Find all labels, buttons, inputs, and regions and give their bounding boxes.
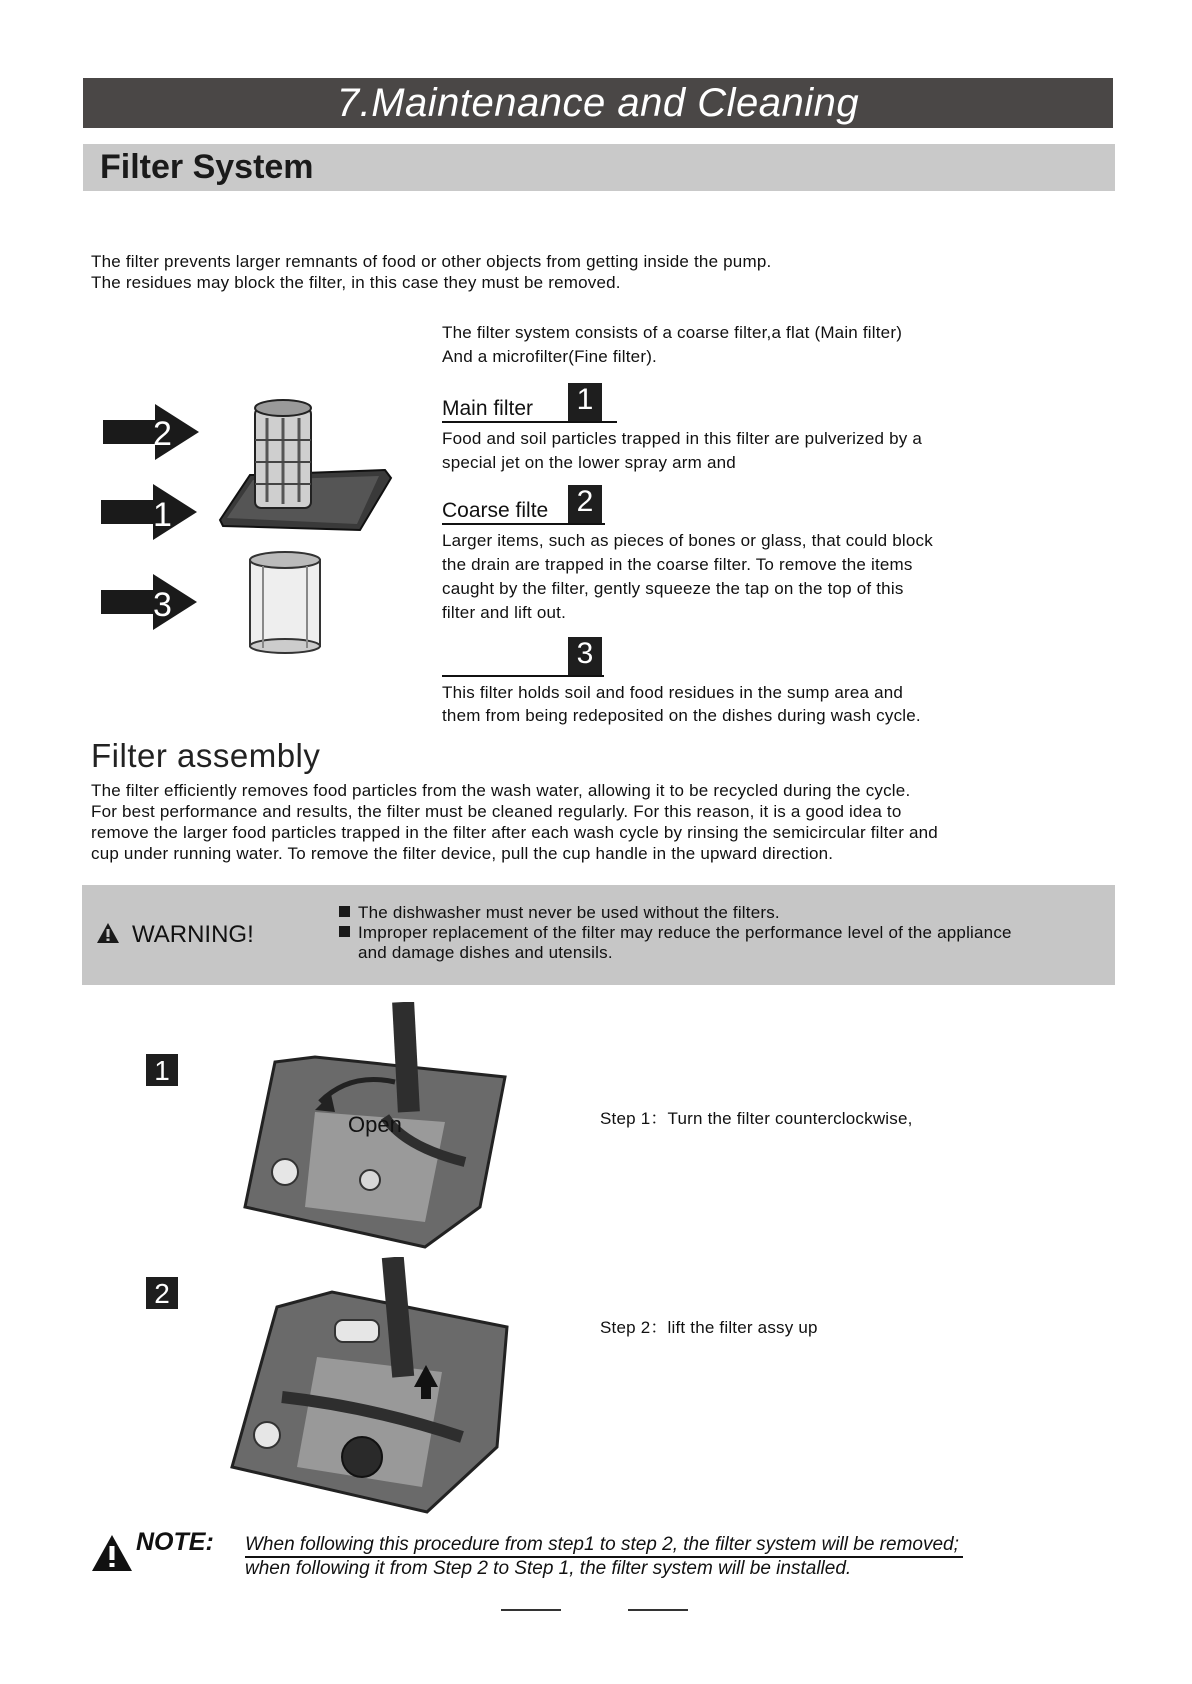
system-desc-line: And a microfilter(Fine filter).: [442, 347, 657, 366]
step-1-badge: 1: [146, 1054, 178, 1086]
coarse-filter-title-underline: [442, 485, 605, 525]
main-filter-line: special jet on the lower spray arm and: [442, 453, 736, 472]
chapter-title: 7.Maintenance and Cleaning: [336, 81, 860, 125]
warning-item: The dishwasher must never be used without the filters.: [339, 903, 1012, 923]
chapter-title-bar: [83, 78, 1113, 128]
note-text: [245, 1534, 963, 1580]
bullet-square-icon: [339, 906, 350, 917]
warning-icon: [96, 922, 120, 944]
arrow-2-label: 2: [153, 415, 172, 453]
main-filter-title: Main filter: [442, 397, 534, 420]
footer-line-left: [501, 1609, 561, 1611]
coarse-filter-number-badge: 2: [568, 485, 602, 523]
coarse-filter-image: [255, 400, 311, 508]
intro-text: [91, 251, 771, 293]
main-filter-title-underline: [442, 383, 617, 423]
assembly-line: The filter efficiently removes food particles from the wash water, allowing it to be recycled during the cycle.: [91, 781, 911, 800]
arrow-3-label: 3: [153, 586, 172, 624]
step-1-text: Step 1：Turn the filter counterclockwise,: [600, 1109, 913, 1128]
warning-box: [82, 885, 1115, 985]
coarse-filter-line: caught by the filter, gently squeeze the tap on the top of this: [442, 579, 904, 598]
assembly-line: cup under running water. To remove the filter device, pull the cup handle in the upward direction.: [91, 844, 834, 863]
warning-item: Improper replacement of the filter may reduce the performance level of the appliance: [339, 923, 1012, 943]
fine-filter-title-underline: [442, 637, 604, 677]
bullet-square-icon: [339, 926, 350, 937]
main-filter-number-badge: 1: [568, 383, 602, 421]
fine-filter-line: This filter holds soil and food residues in the sump area and: [442, 683, 904, 702]
note-line: when following it from Step 2 to Step 1, the filter system will be installed.: [245, 1558, 852, 1579]
coarse-filter-line: Larger items, such as pieces of bones or glass, that could block: [442, 531, 933, 550]
note-warning-icon: [91, 1534, 133, 1572]
filter-assembly-text: [91, 780, 938, 864]
warning-list: [339, 903, 1012, 963]
fine-filter-line: them from being redeposited on the dishes during wash cycle.: [442, 706, 921, 725]
warning-label: WARNING!: [132, 921, 254, 948]
arrow-1-label: 1: [153, 496, 172, 534]
intro-line: The residues may block the filter, in this case they must be removed.: [91, 273, 621, 292]
step-1-image: [235, 1002, 515, 1252]
assembly-line: For best performance and results, the filter must be cleaned regularly. For this reason, it is a good idea to: [91, 802, 902, 821]
note-line: When following this procedure from step1 to step 2, the filter system will be removed;: [245, 1534, 963, 1558]
arrow-2: [103, 404, 199, 460]
filter-assembly-heading: Filter assembly: [91, 737, 321, 774]
coarse-filter-line: filter and lift out.: [442, 603, 567, 622]
footer-line-right: [628, 1609, 688, 1611]
step-2-image: [222, 1257, 512, 1517]
step-2-text: Step 2：lift the filter assy up: [600, 1318, 818, 1337]
intro-line: The filter prevents larger remnants of food or other objects from getting inside the pump.: [91, 252, 772, 271]
main-filter-line: Food and soil particles trapped in this filter are pulverized by a: [442, 429, 923, 448]
filter-diagram: [95, 390, 405, 660]
fine-filter-number-badge: 3: [568, 637, 602, 675]
assembly-line: remove the larger food particles trapped in the filter after each wash cycle by rinsing the semicircular filter and: [91, 823, 938, 842]
coarse-filter-description: [442, 529, 933, 625]
fine-filter-description: [442, 681, 921, 727]
coarse-filter-title: Coarse filte: [442, 499, 549, 522]
warning-continuation: and damage dishes and utensils.: [358, 943, 613, 962]
section-title: Filter System: [100, 148, 314, 186]
section-title-bar: [83, 144, 1115, 191]
fine-filter-image: [250, 552, 320, 653]
note-label: NOTE:: [136, 1528, 214, 1556]
open-label: Open: [348, 1112, 402, 1137]
main-filter-description: [442, 427, 922, 475]
coarse-filter-line: the drain are trapped in the coarse filter. To remove the items: [442, 555, 913, 574]
arrow-1: [101, 484, 197, 540]
system-description: [442, 321, 902, 369]
system-desc-line: The filter system consists of a coarse filter,a flat (Main filter): [442, 323, 903, 342]
step-2-badge: 2: [146, 1277, 178, 1309]
arrow-3: [101, 574, 197, 630]
